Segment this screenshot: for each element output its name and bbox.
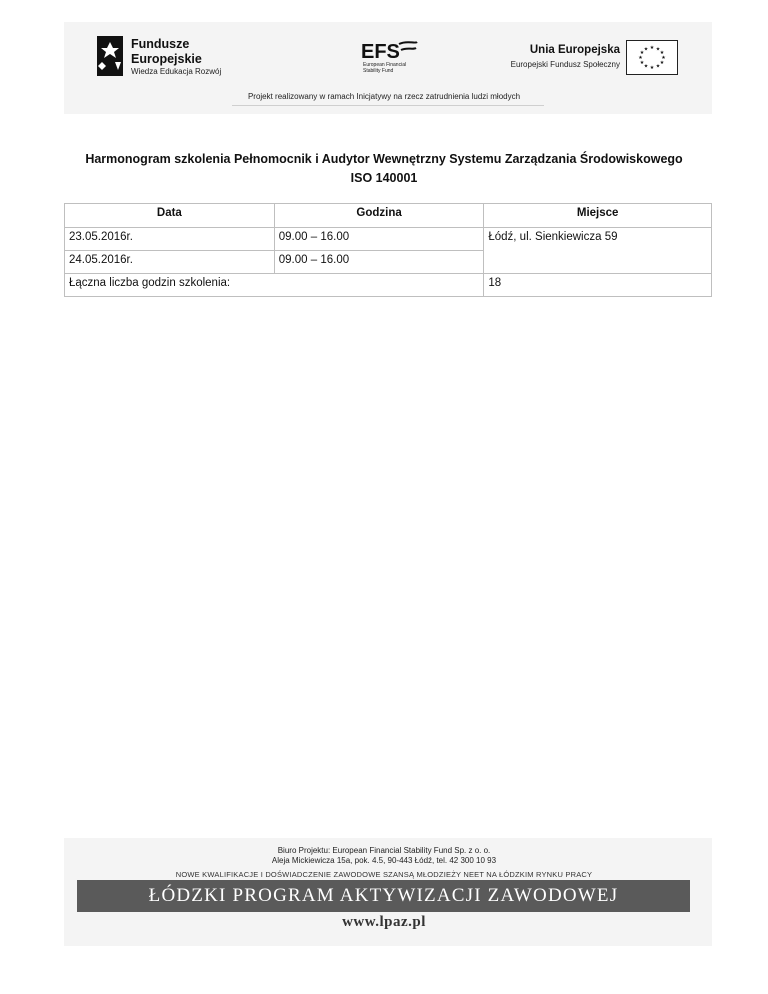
total-row — [65, 274, 712, 297]
website-url: www.lpaz.pl — [342, 914, 426, 930]
header-data: Data — [65, 204, 275, 228]
efsf-logo-mark — [361, 40, 419, 62]
title-line-2: ISO 140001 — [350, 171, 418, 185]
svg-text:★: ★ — [649, 45, 655, 51]
footer-office-line: Biuro Projektu: European Financial Stability Fund Sp. z o. o. — [277, 846, 491, 855]
eu-flag-icon — [626, 40, 678, 75]
svg-text:★: ★ — [643, 46, 649, 53]
total-value: 18 — [484, 274, 712, 297]
header-divider — [232, 105, 544, 106]
efsf-sub-line2: Stability Fund — [363, 68, 394, 74]
fundusze-europejskie-logo-icon — [97, 36, 123, 76]
svg-text:★: ★ — [643, 63, 649, 70]
eu-subtitle: Europejski Fundusz Społeczny — [510, 59, 620, 69]
date-cell: 23.05.2016r. — [65, 228, 275, 251]
svg-text:★: ★ — [661, 55, 666, 61]
place-cell: Łódź, ul. Sienkiewicza 59 — [484, 228, 712, 274]
project-note: Projekt realizowany w ramach Inicjatywy na rzecz zatrudnienia ludzi młodych — [247, 92, 521, 101]
svg-text:★: ★ — [659, 50, 665, 56]
logo-line-fundusze: Fundusze — [131, 37, 190, 51]
efsf-logo — [361, 40, 421, 78]
page-title — [40, 150, 728, 188]
program-banner — [77, 880, 690, 912]
svg-text:★: ★ — [655, 46, 661, 53]
eu-title: Unia Europejska — [529, 44, 620, 56]
svg-text:★: ★ — [638, 55, 643, 61]
footer-address-line: Aleja Mickiewicza 15a, pok. 4.5, 90-443 Łódź, tel. 42 300 10 93 — [271, 856, 497, 865]
table-header-row — [65, 204, 712, 228]
svg-text:★: ★ — [659, 60, 665, 66]
svg-text:★: ★ — [639, 60, 645, 66]
footer-slogan: NOWE KWALIFIKACJE I DOŚWIADCZENIE ZAWODOWE SZANSĄ MŁODZIEŻY NEET NA ŁÓDZKIM RYNKU PRACY — [175, 870, 593, 879]
eu-logo-text — [511, 44, 620, 69]
svg-text:★: ★ — [649, 65, 655, 71]
efsf-sub-line1: European Financial — [363, 62, 407, 68]
time-cell: 09.00 – 16.00 — [274, 228, 484, 251]
efsf-logo-letters: EFS — [361, 41, 400, 62]
efsf-logo-subtitle — [363, 62, 406, 74]
table-row — [65, 228, 712, 251]
total-label: Łączna liczba godzin szkolenia: — [65, 274, 484, 297]
fundusze-europejskie-logo — [97, 36, 237, 78]
time-cell: 09.00 – 16.00 — [274, 251, 484, 274]
svg-text:★: ★ — [655, 63, 661, 70]
header-godzina: Godzina — [274, 204, 484, 228]
fundusze-europejskie-logo-text — [131, 38, 221, 76]
program-banner-text: ŁÓDZKI PROGRAM AKTYWIZACJI ZAWODOWEJ — [148, 885, 619, 906]
title-line-1: Harmonogram szkolenia Pełnomocnik i Audytor Wewnętrzny Systemu Zarządzania Środowiskowego — [85, 152, 683, 166]
date-cell: 24.05.2016r. — [65, 251, 275, 274]
header-miejsce: Miejsce — [484, 204, 712, 228]
logo-line-europejskie: Europejskie — [131, 51, 202, 66]
logo-tagline: Wiedza Edukacja Rozwój — [131, 67, 222, 76]
schedule-table — [64, 203, 712, 297]
svg-text:★: ★ — [639, 50, 645, 56]
